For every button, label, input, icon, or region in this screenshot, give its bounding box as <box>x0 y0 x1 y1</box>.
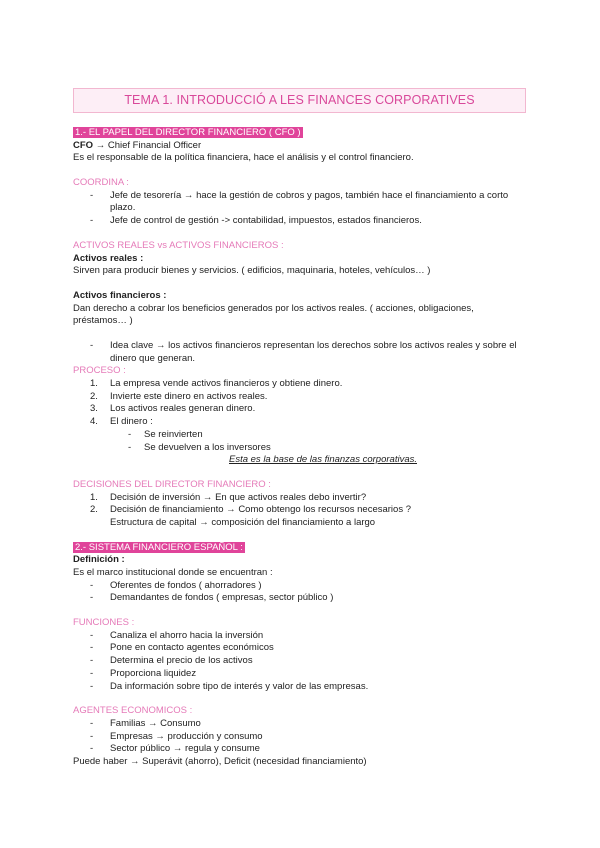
list-item: - Proporciona liquidez <box>90 667 197 679</box>
definicion-title: Definición : <box>73 554 125 566</box>
section-heading-1: 1.- EL PAPEL DEL DIRECTOR FINANCIERO ( CFO ) <box>75 127 301 138</box>
puede-haber-line: Puede haber → Superávit (ahorro), Deficit (necesidad financiamiento) <box>73 755 367 767</box>
definicion-list <box>73 580 533 605</box>
agentes-list <box>73 718 533 756</box>
cfo-description: Es el responsable de la política financiera, hace el análisis y el control financiero. <box>73 152 414 164</box>
activos-reales-desc: Sirven para producir bienes y servicios. ( edificios, maquinaria, hoteles, vehículos… ) <box>73 265 431 277</box>
list-item: 4. El dinero : <box>90 416 153 428</box>
proceso-list <box>73 378 533 429</box>
list-item: 2. Decisión de financiamiento → Como obtengo los recursos necesarios ? <box>90 504 411 516</box>
activos-financieros-desc: Dan derecho a cobrar los beneficios generados por los activos reales. ( acciones, obligaciones, préstamos… ) <box>73 302 474 327</box>
proceso-label: PROCESO : <box>73 365 126 377</box>
list-item: - Empresas → producción y consumo <box>90 730 263 742</box>
list-item: - Jefe de control de gestión -> contabilidad, impuestos, estados financieros. <box>90 215 422 227</box>
coordina-list <box>73 190 533 228</box>
decisiones-extra: Estructura de capital → composición del financiamiento a largo <box>110 516 376 528</box>
document-body <box>73 127 533 769</box>
cfo-line <box>73 140 533 153</box>
list-item: - Sector público → regula y consume <box>90 743 260 755</box>
dinero-sublist <box>73 429 533 454</box>
funciones-label: FUNCIONES : <box>73 617 135 629</box>
cfo-definition: → Chief Financial Officer <box>93 139 202 151</box>
cfo-term: CFO <box>73 139 94 151</box>
activos-reales-title: Activos reales : <box>73 252 144 264</box>
list-item: - Da información sobre tipo de interés y valor de las empresas. <box>90 680 369 692</box>
decisiones-list <box>73 492 533 517</box>
coordina-label: COORDINA : <box>73 177 129 189</box>
base-note: Esta es la base de las finanzas corporativas. <box>229 454 417 466</box>
section-heading-2: 2.- SISTEMA FINANCIERO ESPAÑOL : <box>75 541 243 553</box>
list-item: 1. Decisión de inversión → En que activos reales debo invertir? <box>90 491 367 503</box>
list-item: 2. Invierte este dinero en activos reales. <box>90 390 268 402</box>
funciones-list <box>73 630 533 693</box>
decisiones-label: DECISIONES DEL DIRECTOR FINANCIERO : <box>73 478 271 490</box>
list-item: 3. Los activos reales generan dinero. <box>90 403 256 415</box>
list-item: 1. La empresa vende activos financieros y obtiene dinero. <box>90 378 343 390</box>
list-item: - Se devuelven a los inversores <box>128 441 271 453</box>
list-item: - Determina el precio de los activos <box>90 655 253 667</box>
list-item: - Familias → Consumo <box>90 717 201 729</box>
list-item: - Oferentes de fondos ( ahorradores ) <box>90 579 262 591</box>
document-title: TEMA 1. INTRODUCCIÓ A LES FINANCES CORPORATIVES <box>124 93 475 108</box>
list-item: - Idea clave → los activos financieros representan los derechos sobre los activos reales y sobre el dinero que generan. <box>90 340 517 364</box>
list-item: - Demandantes de fondos ( empresas, sector público ) <box>90 592 334 604</box>
activos-financieros-title: Activos financieros : <box>73 289 167 301</box>
list-item: - Canaliza el ahorro hacia la inversión <box>90 629 264 641</box>
agentes-label: AGENTES ECONOMICOS : <box>73 705 193 717</box>
list-item: - Pone en contacto agentes económicos <box>90 642 274 654</box>
idea-clave-list <box>73 340 533 365</box>
title-box <box>73 88 526 113</box>
list-item: - Se reinvierten <box>128 428 203 440</box>
list-item: - Jefe de tesorería → hace la gestión de cobros y pagos, también hace el financiamiento a corto plazo. <box>90 189 509 214</box>
activos-label: ACTIVOS REALES vs ACTIVOS FINANCIEROS : <box>73 239 284 251</box>
definicion-desc: Es el marco institucional donde se encuentran : <box>73 567 273 579</box>
